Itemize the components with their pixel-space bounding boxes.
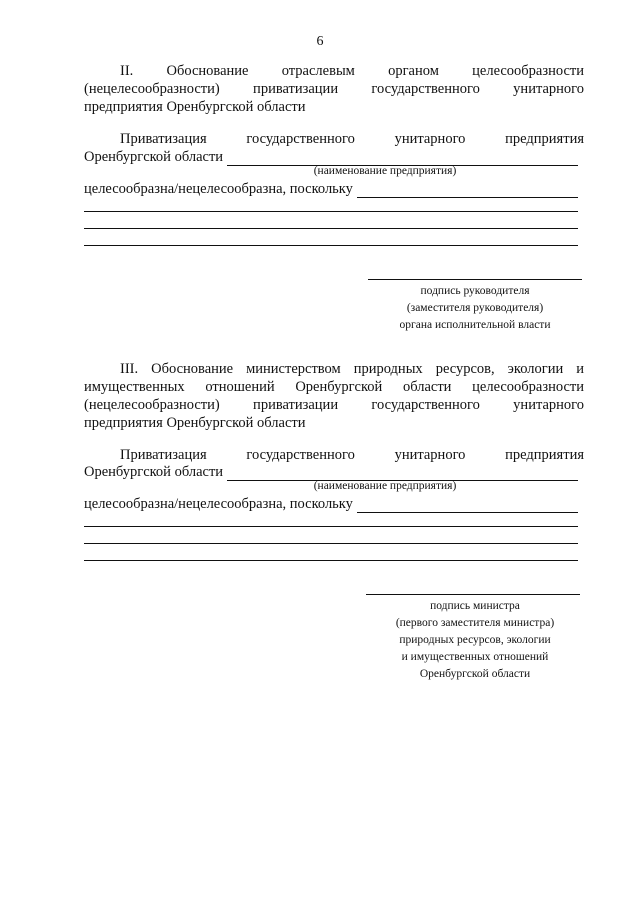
section2-enterprise-name-field[interactable]: [227, 151, 578, 166]
section2-line2-prefix: Оренбургской области: [84, 149, 224, 165]
section3-reason-line-3[interactable]: [84, 560, 578, 561]
section3-signature-line[interactable]: [366, 594, 580, 595]
section2-privatization-line: [84, 130, 584, 148]
section3-heading-line-1: III. Обоснование министерством природных ресурсов, экологии и: [120, 361, 584, 377]
page-number: 6: [316, 34, 324, 49]
section3-signature-line-1: подпись министра: [430, 600, 520, 612]
section2-line3-prefix: целесообразна/нецелесообразна, поскольку: [84, 181, 353, 197]
section2-reason-line-2[interactable]: [84, 228, 578, 229]
section2-line1: Приватизация государственного унитарного предприятия: [120, 131, 584, 147]
section3-signature-line-4: и имущественных отношений: [401, 651, 549, 663]
section3-heading-line-3: (нецелесообразности) приватизации государственного унитарного: [84, 397, 584, 413]
section3-line3-prefix: целесообразна/нецелесообразна, поскольку: [84, 496, 353, 512]
section2-signature-line-1: подпись руководителя: [420, 285, 530, 297]
section3-signature-line-2: (первого заместителя министра): [395, 617, 555, 629]
section3-reason-field[interactable]: [357, 498, 578, 513]
section2-heading-line-2: (нецелесообразности) приватизации государственного унитарного: [84, 81, 584, 97]
section3-heading-line-4: предприятия Оренбургской области: [84, 415, 306, 431]
section3-reason-line-1[interactable]: [84, 526, 578, 527]
section2-heading: [84, 62, 584, 116]
section2-reason-line-3[interactable]: [84, 245, 578, 246]
section3-privatization-line: [84, 446, 584, 464]
section2-reason-line-1[interactable]: [84, 211, 578, 212]
section2-enterprise-row: [84, 148, 584, 166]
section3-enterprise-caption: (наименование предприятия): [313, 480, 457, 492]
section3-enterprise-row: [84, 463, 584, 481]
section3-signature-caption: [355, 598, 595, 683]
section3-reason-line-2[interactable]: [84, 543, 578, 544]
section2-reason-field[interactable]: [357, 183, 578, 198]
section3-enterprise-name-field[interactable]: [227, 466, 578, 481]
section3-heading-line-2: имущественных отношений Оренбургской области целесообразности: [84, 379, 584, 395]
section3-heading: [84, 360, 584, 432]
section2-signature-line-2: (заместителя руководителя): [406, 302, 544, 314]
section2-enterprise-caption: (наименование предприятия): [313, 165, 457, 177]
section3-signature-line-5: Оренбургской области: [419, 668, 531, 680]
section2-heading-line-3: предприятия Оренбургской области: [84, 99, 306, 115]
section3-signature-line-3: природных ресурсов, экологии: [399, 634, 551, 646]
section2-signature-line[interactable]: [368, 279, 582, 280]
section3-reason-row: [84, 495, 584, 513]
section2-signature-line-3: органа исполнительной власти: [399, 319, 551, 331]
section2-heading-line-1: II. Обоснование отраслевым органом целесообразности: [120, 63, 584, 79]
section3-line1: Приватизация государственного унитарного предприятия: [120, 447, 584, 463]
section3-line2-prefix: Оренбургской области: [84, 464, 224, 480]
section2-reason-row: [84, 180, 584, 198]
section2-signature-caption: [360, 283, 590, 334]
